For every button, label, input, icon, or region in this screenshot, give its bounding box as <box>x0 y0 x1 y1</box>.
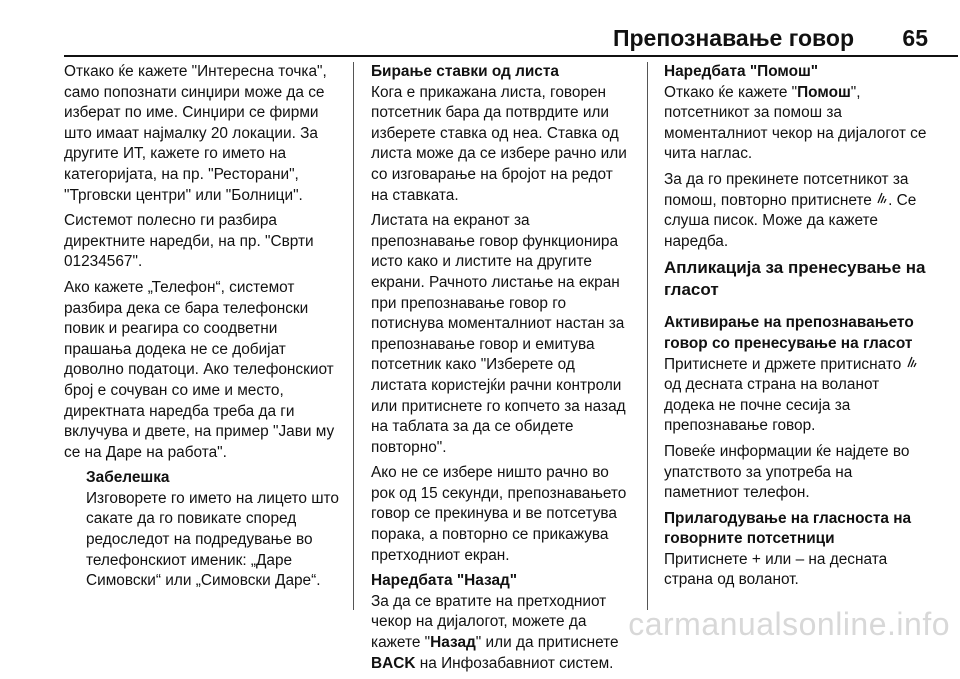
paragraph: Откако ќе кажете "Интересна точка", само попознати синџири може да се изберат по име. Синџири се фирми што имаат најмалку 20 локации. За другите ИТ, кажете го името на категоријата, на пр. "Ресторани", "Трговски центри" или "Болници". <box>64 63 327 204</box>
paragraph: Ако кажете „Телефон“, системот разбира дека се бара телефонски повик и реагира со соодветни прашања додека не се добијат доволно податоци. Ако телефонскиот број е сочуван со име и место, директната наредба треба да ги вклучува и двете, на пример "Јави му се на Даре на работа". <box>64 278 335 461</box>
bold-term: Назад <box>430 634 476 652</box>
column-middle <box>371 62 634 679</box>
page-title: Препознавање говор <box>612 25 854 51</box>
section-heading-large: Апликација за пренесување на гласот <box>664 258 926 300</box>
section-heading: Наредбата "Назад" <box>371 572 518 590</box>
column-left <box>64 62 342 597</box>
text-span: на десната страна од воланот. <box>664 550 888 589</box>
paragraph <box>664 550 930 591</box>
note-title: Забелешка <box>86 469 170 487</box>
note-box <box>64 468 342 592</box>
text-span: или <box>760 550 796 568</box>
paragraph <box>664 83 930 165</box>
plus-icon: + <box>751 550 761 568</box>
text-span: на Инфозабавниот систем. <box>415 654 614 672</box>
paragraph <box>664 170 930 252</box>
paragraph: Листата на екранот за препознавање говор функционира исто како и листите на другите екрани. Рачното листање на екран при препознавање говор го потиснува моменталниот настан за препознавање говор и емитува потсетник како "Изберете од листата користејќи рачни контроли или притиснете го копчето за назад на таблата за да се обидете повторно". <box>371 212 626 456</box>
text-span: ", потсетникот за помош за моменталниот чекор на дијалогот се чита наглас. <box>664 83 927 163</box>
voice-recognition-icon <box>876 191 888 205</box>
bold-term: Помош <box>797 83 851 101</box>
column-divider <box>353 62 354 610</box>
watermark: carmanualsonline.info <box>628 606 950 642</box>
note-text: Изговорете го името на лицето што сакате да го повикате според редоследот на подредување во телефонскиот именик: „Даре Симовски“ или „Симовски Даре“. <box>86 489 339 590</box>
column-right <box>664 62 930 596</box>
paragraph: Ако не се избере ништо рачно во рок од 15 секунди, препознавањето говор се прекинува и ве потсетува порака, а повторно се прикажува претходниот екран. <box>371 464 627 564</box>
page-header <box>0 0 960 52</box>
text-span: . Се слуша писок. Може да кажете наредба. <box>664 191 917 250</box>
minus-icon: – <box>795 550 805 568</box>
paragraph <box>664 355 930 437</box>
text-span: Притиснете <box>664 550 752 568</box>
subsection-heading: Прилагодување на гласноста на говорните потсетници <box>664 509 912 548</box>
section-heading: Наредбата "Помош" <box>664 63 819 80</box>
back-button-term: BACK <box>371 654 416 672</box>
paragraph: Повеќе информации ќе најдете во упатството за употреба на паметниот телефон. <box>664 442 910 502</box>
text-span: За да се вратите на претходниот чекор на дијалогот, можете да кажете " <box>371 592 607 652</box>
text-span: " или да притиснете <box>475 634 619 652</box>
paragraph <box>371 592 634 674</box>
text-span: За да го прекинете потсетникот за помош, повторно притиснете <box>664 170 909 209</box>
header-rule <box>64 55 958 57</box>
subsection-heading: Активирање на препознавањето говор со пренесување на гласот <box>664 314 914 352</box>
text-span: од десната страна на воланот додека не почне сесија за препознавање говор. <box>664 376 880 435</box>
voice-recognition-icon <box>906 355 918 369</box>
page-number: 65 <box>902 25 928 51</box>
paragraph: Системот полесно ги разбира директните наредби, на пр. "Сврти 01234567". <box>64 212 314 271</box>
paragraph: Кога е прикажана листа, говорен потсетник бара да потврдите или изберете ставка од неа. Ставка од листа може да се избере рачно или со изговарање на бројот на редот на ставката. <box>371 83 627 204</box>
text-span: Откако ќе кажете " <box>664 83 798 101</box>
section-heading: Бирање ставки од листа <box>371 63 559 80</box>
text-span: Притиснете и држете притиснато <box>664 355 906 373</box>
column-divider <box>647 62 648 610</box>
